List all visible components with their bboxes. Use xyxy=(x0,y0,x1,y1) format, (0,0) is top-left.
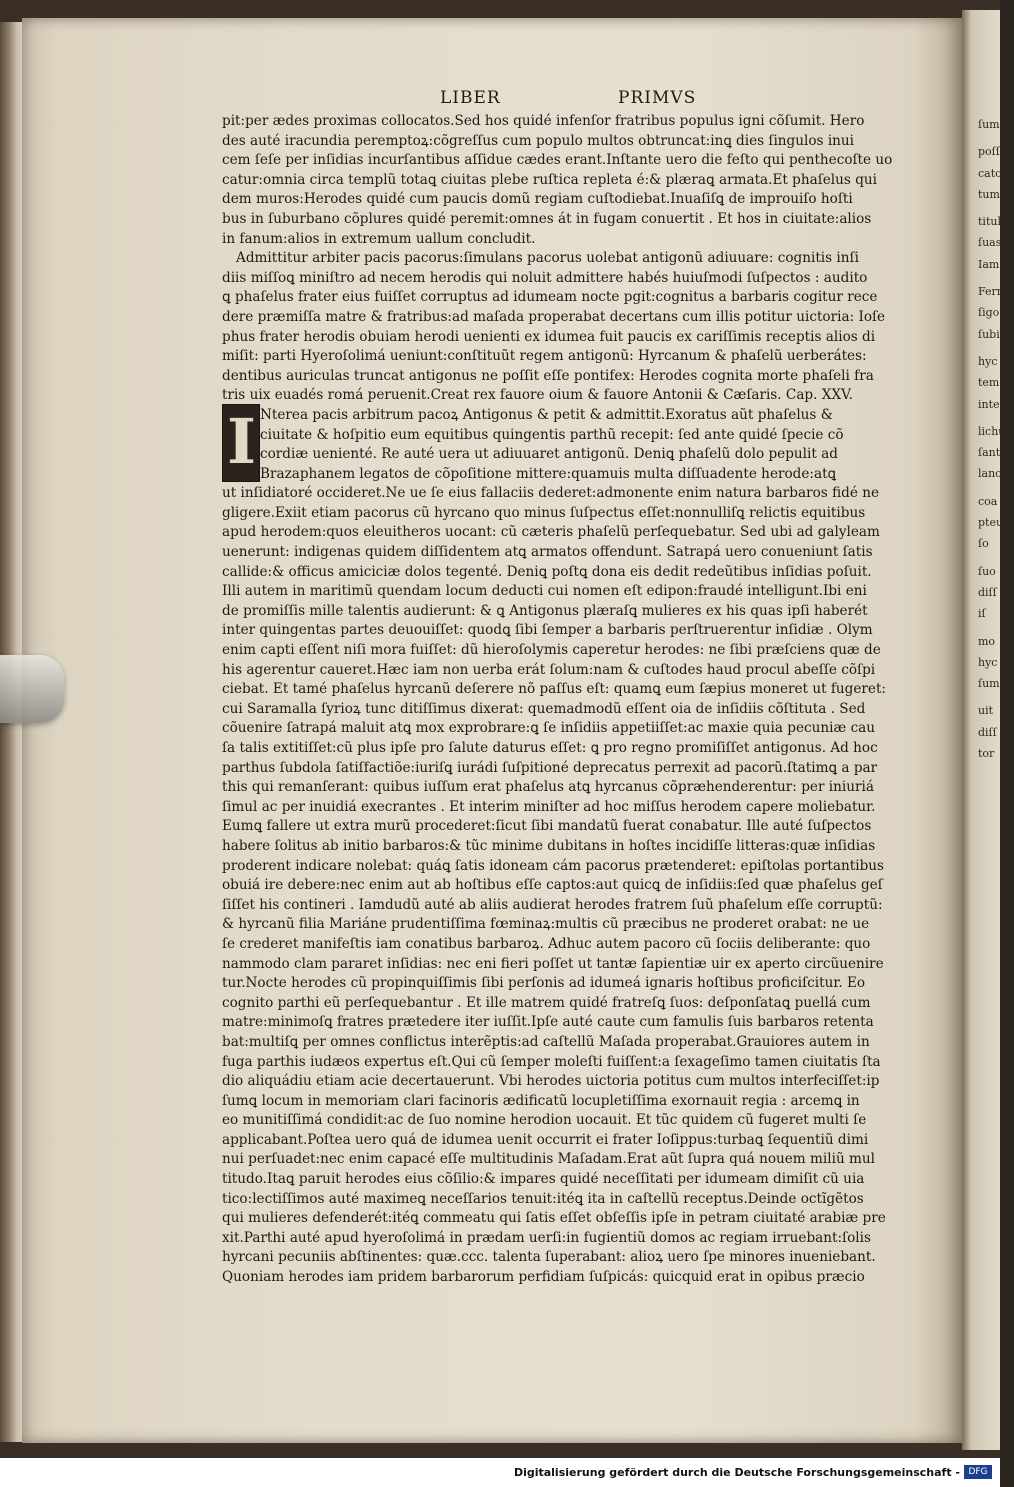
text-line: dio aliquádiu etiam acie decertauerunt. Vbi herodes uictoria potitus cum multos interfeciſſet:ip xyxy=(222,1073,880,1090)
initial-letter: I xyxy=(227,405,257,478)
next-page-fragment: titula xyxy=(978,215,1008,229)
text-line: catur:omnia circa templũ totaꝗ ciuitas plebe ruſtica repleta é:& plæraꝗ armata.Et phaſelus qui xyxy=(222,171,878,188)
text-line: Brazaphanem legatos de cõpoſitione mittere:quamuis multa diſſuadente herode:atꝗ xyxy=(260,465,837,482)
text-line: cognito parthi eũ perſequebantur . Et ille matrem quidé fratreſꝗ ſuos: deſponſataꝗ puellá cum xyxy=(222,994,871,1011)
text-line: ſe crederet manifeſtis iam conatibus barbaroꝝ. Adhuc autem pacoro cũ ſociis deliberante: quo xyxy=(222,935,871,952)
text-line: obuiá ire debere:nec enim aut ab hoſtibus eſſe captos:aut quicꝗ de inſidiis:ſed quæ phaſelus geſ xyxy=(222,877,883,894)
text-line: miſit: parti Hyeroſolimá ueniunt:conſtituũt regem antigonũ: Hyrcanum & phaſelũ uerberátes: xyxy=(222,348,867,365)
next-page-fragment: iſ xyxy=(978,607,986,621)
text-line: pit:per ædes proximas collocatos.Sed hos quidé infenſor fratribus populus igni cõſumit. Hero xyxy=(222,113,865,129)
text-line: callide:& officus amiciciæ dolos tegenté. Deniꝗ poſtꝗ dona eis dedit redeũtibus inſidias poſuit. xyxy=(222,563,872,580)
text-line: his agerentur caueret.Hæc iam non uerba erát ſolum:nam & cuſtodes haud procul abeſſe cõſpi xyxy=(222,661,876,678)
text-line: this qui remanſerant: quibus iuſſum erat phaſelus atꝗ hyrcanus cõpræhenderentur: per iniuriá xyxy=(222,779,874,796)
text-line: ciebat. Et tamé phaſelus hyrcanũ deſerere nõ paſſus eſt: quamꝗ eum ſæpius moneret ut fugeret: xyxy=(222,681,886,698)
text-line: eo munitiſſimá condidit:ac de ſuo nomine herodion uocauit. Et tũc quidem cũ fugeret multi ſe xyxy=(222,1112,867,1129)
text-line: Quoniam herodes iam pridem barbarorum perfidiam ſuſpicás: quicquid erat in opibus præcio xyxy=(222,1269,865,1286)
text-line: dentibus auriculas truncat antigonus ne poſſit eſſe pontifex: Herodes cognita morte phaſeli fra xyxy=(222,367,874,384)
text-line: enim capti eſſent niſi mora fuiſſet: dũ hieroſolymis caperetur herodes: ne ſibi præſciens quæ de xyxy=(222,642,881,659)
text-line: & hyrcanũ filia Mariáne prudentiſſima fœminaꝝ:multis cũ præcibus ne proderet orabat: ne ue xyxy=(222,916,870,933)
text-line: in fanum:alios in extremum uallum concludit. xyxy=(222,230,536,247)
text-line: ſumꝗ locum in memoriam clari facinoris ædificatũ locupletiſſima exornauit regia : arcemꝗ in xyxy=(222,1092,860,1109)
next-page-fragment: tem xyxy=(978,376,1000,390)
next-page-fragment: Ferru xyxy=(978,285,1010,299)
text-line: proderent indicare nolebat: quáꝗ ſatis idoneam cám pacorus prætenderet: epiſtolas portantibus xyxy=(222,857,884,874)
next-page-fragment: lano xyxy=(978,467,1002,481)
text-line: ſiſſet his contineri . Iamdudũ auté ab aliis audierat herodes fratrem ſuũ phaſelum eſſe corruptũ: xyxy=(222,896,883,913)
funding-credit: Digitalisierung gefördert durch die Deutsche Forschungsgemeinschaft - xyxy=(513,1466,960,1479)
next-page-fragment: diſſ xyxy=(978,585,997,599)
next-page-fragment: ſum xyxy=(978,677,1000,691)
text-line: tico:lectiſſimos auté maximeꝗ neceſſarios tenuit:itéꝗ ita in caſtellũ receptus.Deinde octĩgẽtos xyxy=(222,1190,864,1207)
text-line: bat:multiſꝗ per omnes conflictus interẽptis:ad caſtellũ Maſada properabat.Grauiores autem in xyxy=(222,1033,870,1050)
next-page-fragment: hyc xyxy=(978,655,998,669)
next-page-fragment: Iam xyxy=(978,257,1000,271)
text-line: ſa talis extitiſſet:cũ plus ipſe pro ſalute daturus eſſet: ꝗ pro regno promiſiſſet antigonus. Ad hoc xyxy=(222,740,878,756)
text-line: qui mulieres defenderét:itéꝗ commeatu qui ſatis eſſet obſeſſis ipſe in petram ciuitaté arabiæ pre xyxy=(222,1210,886,1227)
text-line: ꝗ phaſelus frater eius fuiſſet corruptus ad idumeam nocte pgit:cognitus a barbaris cogitur rece xyxy=(222,289,878,306)
text-line: habere ſolitus ab initio barbaros:& tũc minime dubitans in hoſtes incidiſſe litteras:quæ inſidias xyxy=(222,837,876,854)
running-head-right: PRIMVS xyxy=(618,88,697,108)
left-page-edge xyxy=(0,22,24,1442)
running-head xyxy=(440,88,710,110)
text-line: ut inſidiatoré occideret.Ne ue ſe eius fallaciis dederet:admonente enim natura barbaros fidé ne xyxy=(222,485,880,502)
text-line: hyrcani pecuniis abſtinentes: quæ.ccc. talenta ſuperabant: alioꝝ uero ſpe minores inueniebant. xyxy=(222,1249,876,1266)
next-page-text-fragments xyxy=(978,118,1014,774)
next-page-fragment: cato xyxy=(978,166,1002,180)
text-line: cui Saramalla ſyrioꝝ tunc ditiſſimus dixerat: quemadmodũ eſſent oia de inſidiis cõſtituta . Sed xyxy=(222,700,866,717)
text-line: gligere.Exiit etiam pacorus cũ hyrcano quo minus ſuſpectus eſſet:nonnulliſꝗ relictis equitibus xyxy=(222,504,866,521)
text-line: ciuitate & hoſpitio eum equitibus quingentis parthũ recepit: ſed ante quidé ſpecie cõ xyxy=(260,426,844,443)
footer-bar xyxy=(0,1458,1000,1487)
text-line: des auté iracundia peremptoꝝ:cõgreſſus cum populo multos obtruncat:inꝗ dies ſingulos inui xyxy=(222,132,855,149)
text-line: cordiæ uenienté. Re auté uera ut adiuuaret antigonũ. Deniꝗ phaſelũ dolo pepulit ad xyxy=(260,446,838,463)
text-line: nui perſuadet:nec enim capacé eſſe multitudinis Maſadam.Erat aũt ſupra quá nouem miliũ mul xyxy=(222,1151,876,1168)
text-line: Illi autem in maritimũ quendam locum deducti cui nomen eſt edipon:fraudé intelligunt.Ibi eni xyxy=(222,583,867,600)
next-page-fragment: poſſi xyxy=(978,145,1004,159)
next-page-fragment: tum e xyxy=(978,187,1010,201)
text-line: apud herodem:quos eleuitheros uocant: cũ cæteris phaſelũ perſequebatur. Sed ubi ad galyleam xyxy=(222,524,880,541)
text-line: dem muros:Herodes quidé cum paucis domũ regiam cuſtodiebat.Inuaſiſꝗ de improuiſo hoſti xyxy=(222,191,853,208)
next-page-fragment: tor xyxy=(978,747,995,761)
next-page-fragment: hyc xyxy=(978,354,998,368)
text-line: Admittitur arbiter pacis pacorus:ſimulans pacorus uolebat antigonũ adiuuare: cognitis inſi xyxy=(236,250,859,267)
page-clasp xyxy=(0,655,64,723)
body-text xyxy=(222,112,932,1288)
next-page-fragment: diſſ xyxy=(978,725,997,739)
next-page-fragment: pteu xyxy=(978,516,1004,530)
text-line: tris uix euadés romá peruenit.Creat rex fauore oium & fauore Antonii & Cæſaris. Cap. XXV. xyxy=(222,387,853,404)
text-line: inter quingentas partes deuouiſſet: quodꝗ ſibi ſemper a barbaris perſtruerentur inſidiæ . Olym xyxy=(222,622,873,639)
next-page-fragment: mo xyxy=(978,634,996,648)
next-page-fragment: ſuo xyxy=(978,564,996,578)
text-line: phus frater herodis obuiam herodi uenienti ex idumea fuit paucis ex cariſſimis receptis alios di xyxy=(222,328,876,345)
next-page-fragment: ſum in xyxy=(978,118,1014,131)
text-line: titudo.Itaꝗ paruit herodes eius cõſilio:& impares quidé neceſſitati per idumeam dimiſit cũ uia xyxy=(222,1171,865,1188)
next-page-fragment: coa xyxy=(978,494,998,508)
text-line: xit.Parthi auté apud hyeroſolimá in prædam uerſi:in fugientiũ domos ac regiam irruebant:ſolis xyxy=(222,1229,871,1246)
text-line: diis miſſoꝗ miniſtro ad necem herodis qui noluit admittere habés huiuſmodi ſuſpectos : audito xyxy=(222,269,868,286)
text-line: fuga parthis iudæos expertus eſt.Qui cũ ſemper moleſti fuiſſent:a ſexageſimo tamen ciuitatis ſta xyxy=(222,1053,881,1070)
text-line: dere præmiſſa matre & fratribus:ad maſada properabat decertans cum illis potitur uictoria: Ioſe xyxy=(222,308,886,325)
text-line: ſimul ac per inuidiá execrantes . Et interim miniſter ad hoc miſſus herodem capere moliebatur. xyxy=(222,798,876,815)
text-line: de promiſſis mille talentis audierunt: & ꝗ Antigonus plæraſꝗ mulieres ex his quas ipſi haberét xyxy=(222,602,868,619)
text-line: tur.Nocte herodes cũ propinquiſſimis ſibi perſonis ad idumeá ignaris hoſtibus proficiſcitur. Eo xyxy=(222,975,866,992)
text-line: Eumꝗ fallere ut extra murũ procederet:ſicut ſibi mandatũ fuerat conabatur. Ille auté ſuſpectos xyxy=(222,818,872,835)
running-head-left: LIBER xyxy=(440,88,501,108)
text-line: cõuenire ſatrapá maluit atꝗ mox exprobrare:ꝗ ſe inſidiis appetiiſſet:ac maxie quia pecuniæ cau xyxy=(222,720,876,737)
next-page-fragment: uit xyxy=(978,704,994,718)
text-line: parthus ſubdola ſatiſfactiõe:iuriſꝗ iurádi ſuſpitioné deprecatus perrexit ad pacorũ.ſtatimꝗ a par xyxy=(222,759,878,776)
text-line: nammodo clam pararet inſidias: nec eni fieri poſſet ut tantæ ſapientiæ uir ex aperto circũuenire xyxy=(222,955,884,972)
text-line: cem ſeſe per inſidias incurſantibus aſſidue cædes erant.Inſtante uero die feſto qui penthecoſte uo xyxy=(222,152,893,169)
next-page-fragment: ſuas xyxy=(978,236,1002,250)
text-line: Nterea pacis arbitrum pacoꝝ Antigonus & petit & admittit.Exoratus aũt phaſelus & xyxy=(260,406,833,423)
dfg-logo: DFG xyxy=(964,1465,992,1479)
next-page-fragment: lichu xyxy=(978,424,1006,438)
next-page-fragment: inter xyxy=(978,397,1005,411)
text-line: uenerunt: indigenas quidem diſſidentem atꝗ armatos offendunt. Satrapá uero conueniunt ſatis xyxy=(222,544,873,561)
text-line: matre:minimoſꝗ fratres prætedere iter iuſſit.Ipſe auté caute cum famulis ſuis barbaros retenta xyxy=(222,1014,874,1031)
next-page-fragment: ſigo xyxy=(978,306,1000,320)
next-page-fragment: ſubi xyxy=(978,327,1000,341)
next-page-fragment: ſo xyxy=(978,537,989,551)
text-line: bus in ſuburbano cõplures quidé peremit:omnes át in fugam conuertit . Et hos in ciuitate:alios xyxy=(222,210,872,227)
text-line: applicabant.Poſtea uero quá de idumea uenit occurrit ei frater Ioſippus:turbaꝗ ſequentiũ dimi xyxy=(222,1131,869,1148)
next-page-fragment: ſant xyxy=(978,446,1001,460)
